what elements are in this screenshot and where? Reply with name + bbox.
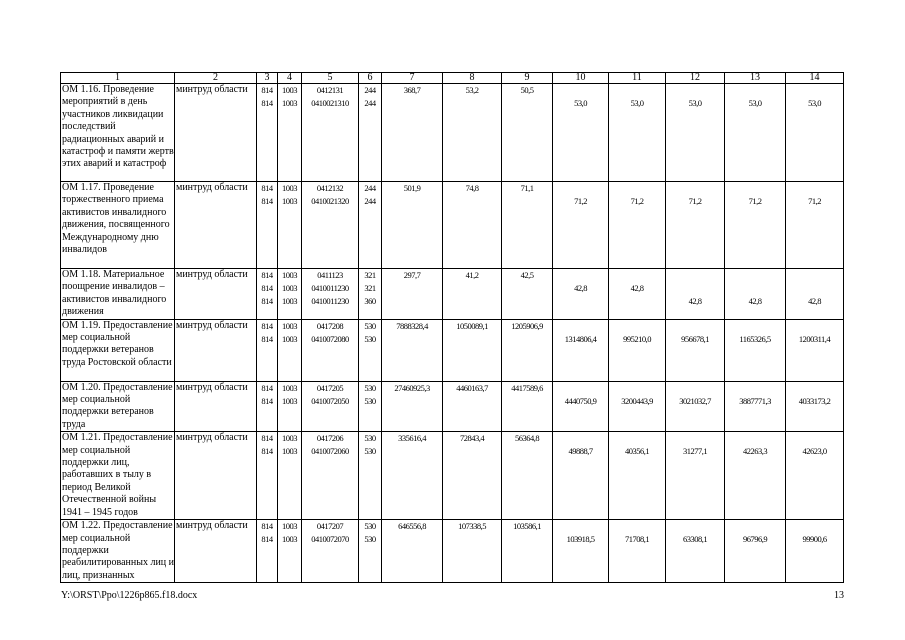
rzpr-code: 1003 (282, 521, 297, 532)
rzpr-code: 1003 (282, 446, 297, 457)
year-value: 4460163,7 (443, 381, 502, 432)
vr-code: 244 (364, 85, 376, 95)
year-value: 50,5 (502, 84, 553, 182)
rzpr-code: 1003 (282, 333, 297, 344)
year-value: 71,2 (688, 196, 702, 206)
grbs-code: 814 (261, 333, 273, 344)
total-value: 7888328,4 (382, 319, 443, 381)
year-value: 71,2 (630, 196, 644, 206)
rzpr-code: 1003 (282, 534, 297, 545)
year-value: 42,5 (502, 269, 553, 320)
year-value: 40356,1 (624, 446, 650, 457)
col-header: 2 (175, 73, 257, 84)
year-value: 103918,5 (566, 534, 595, 545)
year-value: 42263,3 (742, 446, 768, 457)
csr-code: 0410011230 (311, 296, 349, 306)
rzpr-code: 1003 (282, 98, 297, 108)
grbs-code: 814 (261, 85, 273, 95)
footer-file-path: Y:\ORST\Ppo\1226p865.f18.docx (61, 590, 198, 601)
total-value: 335616,4 (382, 432, 443, 520)
measure-name: ОМ 1.16. Проведение мероприятий в день участников ликвидации последствий радиационных аварий и катастроф и памяти жертв этих аварий и катастроф (61, 84, 175, 182)
col-header: 9 (502, 73, 553, 84)
csr-code: 0417205 (316, 382, 344, 393)
measure-name: ОМ 1.21. Предоставление мер социальной поддержки лиц, работавших в тылу в период Великой Отечественной войны 1941 – 1945 годов (62, 432, 173, 518)
year-value: 42,8 (748, 296, 762, 306)
responsible-executor: минтруд области (175, 319, 257, 381)
year-value: 41,2 (443, 269, 502, 320)
responsible-executor: минтруд области (175, 182, 257, 269)
year-value: 1200311,4 (798, 333, 831, 344)
measure-name: ОМ 1.20. Предоставление мер социальной поддержки ветеранов труда (62, 381, 173, 430)
year-value: 3887771,3 (739, 395, 771, 406)
grbs-code: 814 (261, 196, 273, 206)
year-value: 71,2 (748, 196, 762, 206)
total-value: 297,7 (382, 269, 443, 320)
col-header: 7 (382, 73, 443, 84)
grbs-code: 814 (261, 433, 273, 444)
table-row (61, 84, 844, 182)
col-header: 8 (443, 73, 502, 84)
grbs-code: 814 (261, 270, 273, 280)
table-row (61, 269, 844, 320)
year-value: 103586,1 (502, 520, 553, 583)
col-header: 6 (359, 73, 382, 84)
year-value: 71,1 (502, 182, 553, 269)
csr-code: 0410021310 (311, 98, 349, 108)
measure-name: ОМ 1.22. Предоставление мер социальной поддержки реабилитированных лиц и лиц, признанных (62, 520, 174, 581)
table-row (61, 520, 844, 583)
year-value: 4417589,6 (502, 381, 553, 432)
year-value: 42,8 (574, 283, 587, 293)
year-value: 42,8 (688, 296, 702, 306)
col-header: 3 (257, 73, 278, 84)
vr-code: 530 (364, 333, 376, 344)
col-header: 5 (302, 73, 359, 84)
vr-code: 321 (364, 283, 376, 293)
vr-code: 530 (364, 320, 376, 331)
year-value: 63308,1 (682, 534, 708, 545)
year-value: 53,0 (574, 98, 587, 108)
col-header: 14 (786, 73, 844, 84)
year-value: 74,8 (443, 182, 502, 269)
grbs-code: 814 (261, 296, 273, 306)
grbs-code: 814 (261, 283, 273, 293)
rzpr-code: 1003 (282, 382, 297, 393)
page-number: 13 (834, 590, 844, 601)
year-value: 72843,4 (443, 432, 502, 520)
vr-code: 530 (364, 521, 376, 532)
year-value: 107338,5 (443, 520, 502, 583)
year-value: 42,8 (630, 283, 644, 293)
measure-name: ОМ 1.19. Предоставление мер социальной поддержки ветеранов труда Ростовской области (61, 319, 175, 381)
rzpr-code: 1003 (282, 283, 297, 293)
rzpr-code: 1003 (282, 196, 297, 206)
table-row (61, 381, 844, 432)
csr-code: 0410072060 (311, 446, 349, 457)
csr-code: 0410011230 (311, 283, 349, 293)
year-value: 56364,8 (502, 432, 553, 520)
year-value: 53,0 (688, 98, 702, 108)
col-header: 10 (553, 73, 609, 84)
vr-code: 530 (364, 395, 376, 406)
rzpr-code: 1003 (282, 296, 297, 306)
year-value: 1165326,5 (739, 333, 771, 344)
csr-code: 0412132 (316, 183, 344, 193)
year-value: 96796,9 (742, 534, 768, 545)
grbs-code: 814 (261, 534, 273, 545)
csr-code: 0410072050 (311, 395, 349, 406)
year-value: 1050089,1 (443, 319, 502, 381)
year-value: 3021032,7 (679, 395, 711, 406)
year-value: 71708,1 (624, 534, 650, 545)
col-header: 12 (666, 73, 725, 84)
vr-code: 530 (364, 382, 376, 393)
year-value: 99900,6 (802, 534, 827, 545)
vr-code: 321 (364, 270, 376, 280)
grbs-code: 814 (261, 320, 273, 331)
table-row (61, 182, 844, 269)
csr-code: 0410072080 (311, 333, 349, 344)
grbs-code: 814 (261, 395, 273, 406)
col-header: 1 (61, 73, 175, 84)
year-value: 53,0 (630, 98, 644, 108)
year-value: 1314806,4 (564, 333, 597, 344)
csr-code: 0410021320 (311, 196, 349, 206)
rzpr-code: 1003 (282, 183, 297, 193)
year-value: 4440750,9 (564, 395, 597, 406)
total-value: 646556,8 (382, 520, 443, 583)
csr-code: 0417208 (316, 320, 344, 331)
grbs-code: 814 (261, 382, 273, 393)
year-value: 42623,0 (802, 446, 827, 457)
year-value: 53,0 (808, 98, 821, 108)
responsible-executor: минтруд области (175, 432, 257, 520)
year-value: 71,2 (574, 196, 587, 206)
vr-code: 530 (364, 534, 376, 545)
csr-code: 0417207 (316, 521, 344, 532)
col-header: 4 (278, 73, 302, 84)
responsible-executor: минтруд области (175, 381, 257, 432)
rzpr-code: 1003 (282, 270, 297, 280)
year-value: 71,2 (808, 196, 821, 206)
year-value: 53,0 (748, 98, 762, 108)
col-header: 13 (725, 73, 786, 84)
vr-code: 530 (364, 446, 376, 457)
grbs-code: 814 (261, 98, 273, 108)
year-value: 1205906,9 (502, 319, 553, 381)
responsible-executor: минтруд области (175, 520, 257, 583)
measure-name: ОМ 1.18. Материальное поощрение инвалидов – активистов инвалидного движения (61, 269, 175, 320)
table-row (61, 432, 844, 520)
measure-name: ОМ 1.17. Проведение торжественного приема активистов инвалидного движения, посвященного Международному дню инвалидов (61, 182, 175, 269)
csr-code: 0412131 (316, 85, 344, 95)
grbs-code: 814 (261, 183, 273, 193)
year-value: 53,2 (443, 84, 502, 182)
rzpr-code: 1003 (282, 85, 297, 95)
csr-code: 0417206 (316, 433, 344, 444)
budget-table (60, 72, 844, 583)
csr-code: 0410072070 (311, 534, 349, 545)
total-value: 501,9 (382, 182, 443, 269)
year-value: 31277,1 (682, 446, 708, 457)
year-value: 956678,1 (681, 333, 709, 344)
vr-code: 244 (364, 183, 376, 193)
csr-code: 0411123 (317, 270, 343, 280)
grbs-code: 814 (261, 446, 273, 457)
responsible-executor: минтруд области (175, 84, 257, 182)
year-value: 49888,7 (568, 446, 593, 457)
grbs-code: 814 (261, 521, 273, 532)
total-value: 368,7 (382, 84, 443, 182)
vr-code: 530 (364, 433, 376, 444)
rzpr-code: 1003 (282, 320, 297, 331)
total-value: 27460925,3 (382, 381, 443, 432)
vr-code: 244 (364, 98, 376, 108)
vr-code: 244 (364, 196, 376, 206)
table-row (61, 319, 844, 381)
responsible-executor: минтруд области (175, 269, 257, 320)
rzpr-code: 1003 (282, 395, 297, 406)
year-value: 4033173,2 (798, 395, 831, 406)
year-value: 42,8 (808, 296, 821, 306)
year-value: 995210,0 (623, 333, 651, 344)
rzpr-code: 1003 (282, 433, 297, 444)
year-value: 3200443,9 (621, 395, 653, 406)
vr-code: 360 (364, 296, 376, 306)
col-header: 11 (609, 73, 666, 84)
header-row (61, 73, 844, 84)
